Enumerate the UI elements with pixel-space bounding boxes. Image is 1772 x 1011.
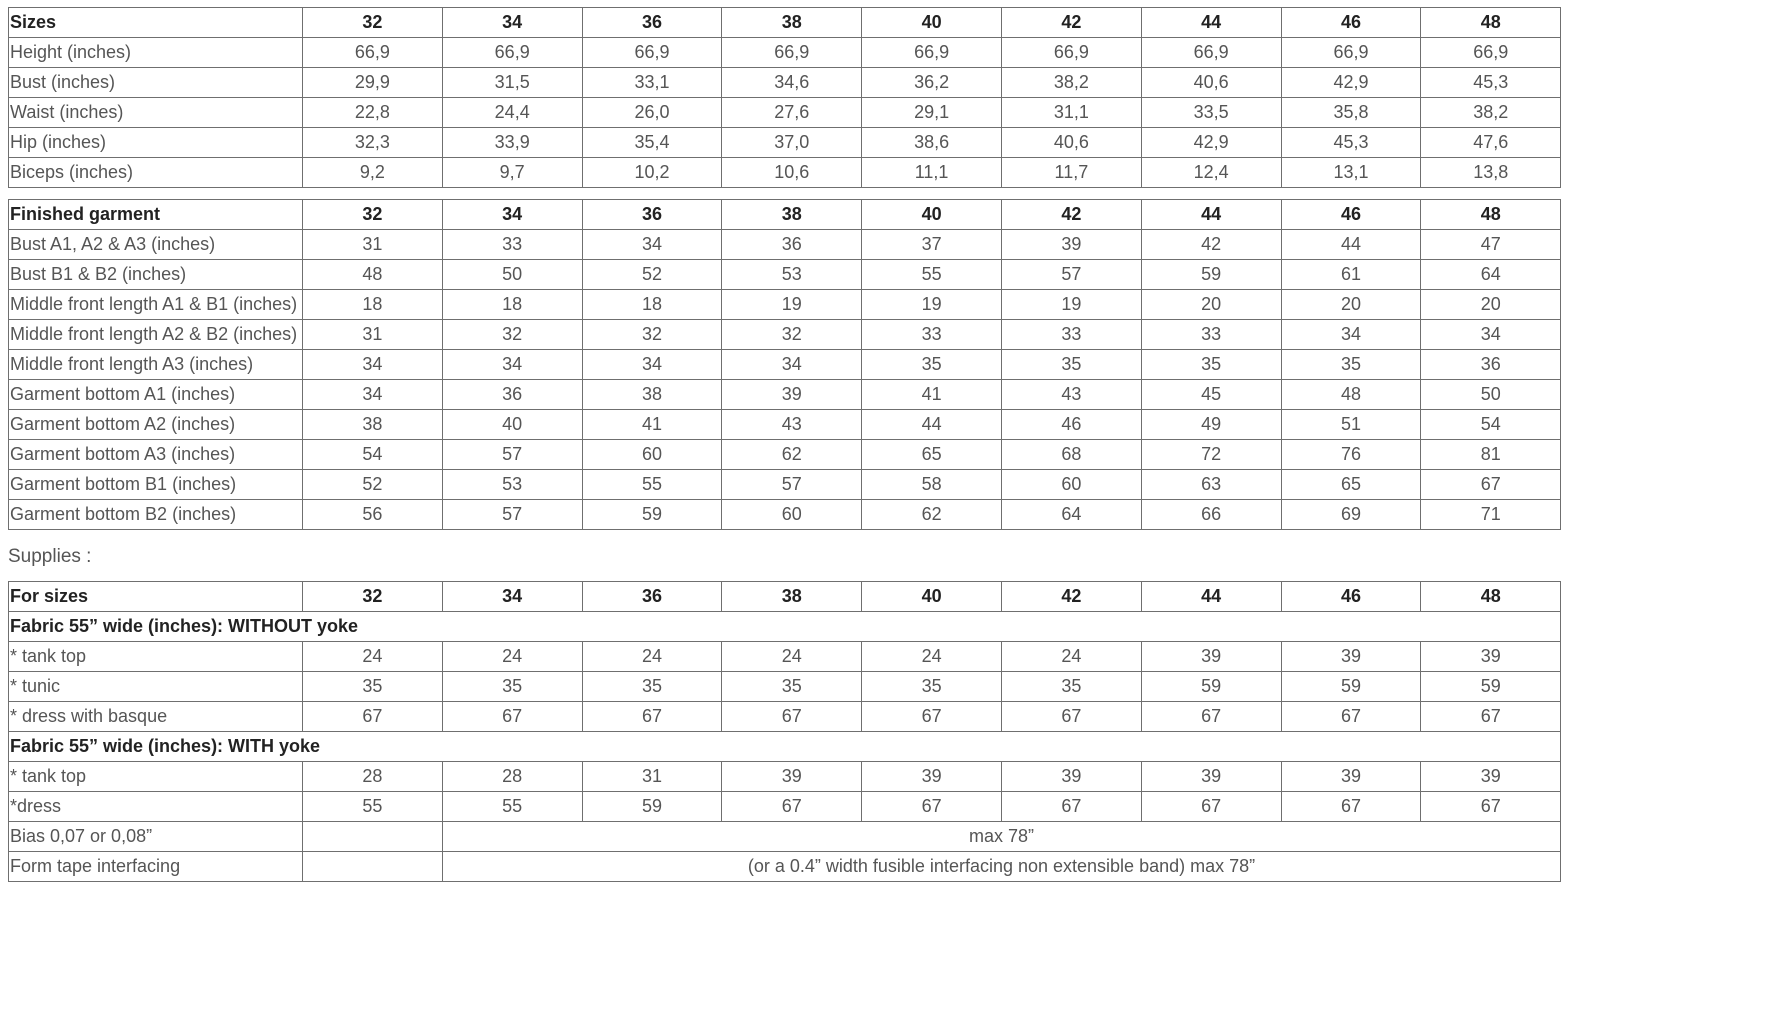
value-cell: 24	[582, 642, 722, 672]
table-row	[9, 852, 1561, 882]
value-cell: 57	[442, 500, 582, 530]
row-label: Bust B1 & B2 (inches)	[9, 260, 303, 290]
size-header-cell: 32	[303, 582, 443, 612]
table-row	[9, 500, 1561, 530]
value-cell: 76	[1281, 440, 1421, 470]
value-cell: 39	[1281, 762, 1421, 792]
value-cell: 49	[1141, 410, 1281, 440]
size-header-cell: 42	[1001, 582, 1141, 612]
spanning-value-cell: max 78”	[442, 822, 1560, 852]
table-row	[9, 762, 1561, 792]
size-header-cell: 44	[1141, 8, 1281, 38]
size-header-cell: 36	[582, 200, 722, 230]
value-cell: 56	[303, 500, 443, 530]
value-cell: 34	[722, 350, 862, 380]
value-cell: 35	[1001, 672, 1141, 702]
value-cell: 50	[442, 260, 582, 290]
value-cell: 47	[1421, 230, 1561, 260]
size-header-cell: 46	[1281, 200, 1421, 230]
value-cell: 33	[1141, 320, 1281, 350]
value-cell: 55	[442, 792, 582, 822]
row-label: * tank top	[9, 762, 303, 792]
value-cell: 33,1	[582, 68, 722, 98]
value-cell: 52	[582, 260, 722, 290]
value-cell: 45,3	[1421, 68, 1561, 98]
value-cell: 10,2	[582, 158, 722, 188]
value-cell: 67	[1281, 792, 1421, 822]
value-cell: 67	[862, 792, 1002, 822]
value-cell: 34	[442, 350, 582, 380]
value-cell: 44	[862, 410, 1002, 440]
section-row	[9, 732, 1561, 762]
value-cell: 29,1	[862, 98, 1002, 128]
value-cell: 54	[303, 440, 443, 470]
value-cell: 59	[582, 500, 722, 530]
value-cell: 31,1	[1001, 98, 1141, 128]
value-cell: 37,0	[722, 128, 862, 158]
value-cell: 66,9	[722, 38, 862, 68]
empty-cell	[303, 852, 443, 882]
row-label: Garment bottom B1 (inches)	[9, 470, 303, 500]
value-cell: 18	[442, 290, 582, 320]
size-header-cell: 36	[582, 582, 722, 612]
section-heading: Fabric 55” wide (inches): WITHOUT yoke	[9, 612, 1561, 642]
header-label: Sizes	[9, 8, 303, 38]
row-label: Garment bottom B2 (inches)	[9, 500, 303, 530]
value-cell: 39	[1141, 642, 1281, 672]
value-cell: 66,9	[442, 38, 582, 68]
row-label: * tank top	[9, 642, 303, 672]
size-header-cell: 44	[1141, 582, 1281, 612]
size-header-cell: 46	[1281, 582, 1421, 612]
value-cell: 20	[1421, 290, 1561, 320]
value-cell: 9,7	[442, 158, 582, 188]
value-cell: 35	[1141, 350, 1281, 380]
value-cell: 39	[1281, 642, 1421, 672]
value-cell: 31,5	[442, 68, 582, 98]
value-cell: 39	[1141, 762, 1281, 792]
size-header-cell: 40	[862, 8, 1002, 38]
table-row	[9, 642, 1561, 672]
value-cell: 34	[303, 380, 443, 410]
value-cell: 35,8	[1281, 98, 1421, 128]
value-cell: 65	[1281, 470, 1421, 500]
value-cell: 13,8	[1421, 158, 1561, 188]
value-cell: 13,1	[1281, 158, 1421, 188]
value-cell: 58	[862, 470, 1002, 500]
table-row	[9, 158, 1561, 188]
value-cell: 20	[1281, 290, 1421, 320]
row-label: * dress with basque	[9, 702, 303, 732]
value-cell: 60	[1001, 470, 1141, 500]
value-cell: 28	[442, 762, 582, 792]
value-cell: 55	[862, 260, 1002, 290]
value-cell: 65	[862, 440, 1002, 470]
value-cell: 46	[1001, 410, 1141, 440]
value-cell: 67	[722, 702, 862, 732]
value-cell: 32	[582, 320, 722, 350]
row-label: Bust (inches)	[9, 68, 303, 98]
value-cell: 19	[722, 290, 862, 320]
value-cell: 35	[1001, 350, 1141, 380]
value-cell: 26,0	[582, 98, 722, 128]
value-cell: 67	[862, 702, 1002, 732]
value-cell: 41	[862, 380, 1002, 410]
table-row	[9, 792, 1561, 822]
value-cell: 67	[1141, 702, 1281, 732]
row-label: Middle front length A3 (inches)	[9, 350, 303, 380]
value-cell: 67	[1421, 470, 1561, 500]
value-cell: 18	[303, 290, 443, 320]
table-row	[9, 98, 1561, 128]
value-cell: 20	[1141, 290, 1281, 320]
value-cell: 67	[303, 702, 443, 732]
value-cell: 66,9	[1281, 38, 1421, 68]
value-cell: 38	[582, 380, 722, 410]
section-heading: Fabric 55” wide (inches): WITH yoke	[9, 732, 1561, 762]
sizes-table	[8, 7, 1561, 188]
table-row	[9, 672, 1561, 702]
value-cell: 34	[582, 230, 722, 260]
value-cell: 54	[1421, 410, 1561, 440]
table-row	[9, 38, 1561, 68]
value-cell: 66,9	[1001, 38, 1141, 68]
value-cell: 67	[1281, 702, 1421, 732]
value-cell: 66,9	[1421, 38, 1561, 68]
row-label: Garment bottom A3 (inches)	[9, 440, 303, 470]
table-row	[9, 230, 1561, 260]
row-label: Garment bottom A1 (inches)	[9, 380, 303, 410]
value-cell: 67	[722, 792, 862, 822]
size-header-cell: 48	[1421, 200, 1561, 230]
header-row	[9, 8, 1561, 38]
size-header-cell: 34	[442, 200, 582, 230]
value-cell: 55	[582, 470, 722, 500]
value-cell: 34	[303, 350, 443, 380]
value-cell: 39	[1421, 642, 1561, 672]
value-cell: 66,9	[303, 38, 443, 68]
value-cell: 24	[442, 642, 582, 672]
table-row	[9, 380, 1561, 410]
table-row	[9, 440, 1561, 470]
value-cell: 39	[862, 762, 1002, 792]
value-cell: 45,3	[1281, 128, 1421, 158]
value-cell: 33	[442, 230, 582, 260]
spanning-value-cell: (or a 0.4” width fusible interfacing non extensible band) max 78”	[442, 852, 1560, 882]
row-label: Middle front length A1 & B1 (inches)	[9, 290, 303, 320]
value-cell: 33,9	[442, 128, 582, 158]
size-header-cell: 42	[1001, 200, 1141, 230]
table-row	[9, 68, 1561, 98]
value-cell: 40,6	[1001, 128, 1141, 158]
value-cell: 24	[722, 642, 862, 672]
value-cell: 39	[1001, 230, 1141, 260]
value-cell: 47,6	[1421, 128, 1561, 158]
value-cell: 24	[1001, 642, 1141, 672]
supplies-table	[8, 581, 1561, 882]
value-cell: 35	[582, 672, 722, 702]
value-cell: 43	[1001, 380, 1141, 410]
size-header-cell: 36	[582, 8, 722, 38]
value-cell: 35	[862, 350, 1002, 380]
row-label: Waist (inches)	[9, 98, 303, 128]
value-cell: 42,9	[1141, 128, 1281, 158]
value-cell: 59	[1141, 672, 1281, 702]
supplies-label: Supplies :	[8, 546, 92, 567]
size-header-cell: 48	[1421, 8, 1561, 38]
header-label: For sizes	[9, 582, 303, 612]
value-cell: 24	[862, 642, 1002, 672]
value-cell: 52	[303, 470, 443, 500]
value-cell: 67	[1001, 792, 1141, 822]
size-header-cell: 38	[722, 582, 862, 612]
value-cell: 31	[303, 230, 443, 260]
value-cell: 63	[1141, 470, 1281, 500]
size-header-cell: 34	[442, 8, 582, 38]
value-cell: 38,2	[1001, 68, 1141, 98]
value-cell: 29,9	[303, 68, 443, 98]
value-cell: 24	[303, 642, 443, 672]
value-cell: 35	[862, 672, 1002, 702]
value-cell: 45	[1141, 380, 1281, 410]
value-cell: 10,6	[722, 158, 862, 188]
size-header-cell: 44	[1141, 200, 1281, 230]
value-cell: 32	[722, 320, 862, 350]
value-cell: 67	[442, 702, 582, 732]
value-cell: 39	[722, 762, 862, 792]
table-row	[9, 320, 1561, 350]
value-cell: 28	[303, 762, 443, 792]
value-cell: 72	[1141, 440, 1281, 470]
value-cell: 44	[1281, 230, 1421, 260]
size-header-cell: 48	[1421, 582, 1561, 612]
table-row	[9, 702, 1561, 732]
value-cell: 48	[1281, 380, 1421, 410]
value-cell: 19	[1001, 290, 1141, 320]
finished-garment-table	[8, 199, 1561, 530]
value-cell: 31	[303, 320, 443, 350]
table-row	[9, 128, 1561, 158]
value-cell: 38,2	[1421, 98, 1561, 128]
table-row	[9, 350, 1561, 380]
row-label: Biceps (inches)	[9, 158, 303, 188]
header-label: Finished garment	[9, 200, 303, 230]
value-cell: 38	[303, 410, 443, 440]
value-cell: 42,9	[1281, 68, 1421, 98]
value-cell: 67	[1141, 792, 1281, 822]
value-cell: 59	[1141, 260, 1281, 290]
section-row	[9, 612, 1561, 642]
value-cell: 66	[1141, 500, 1281, 530]
value-cell: 50	[1421, 380, 1561, 410]
size-header-cell: 38	[722, 8, 862, 38]
value-cell: 81	[1421, 440, 1561, 470]
row-label: Form tape interfacing	[9, 852, 303, 882]
value-cell: 35	[442, 672, 582, 702]
value-cell: 38,6	[862, 128, 1002, 158]
value-cell: 67	[1421, 702, 1561, 732]
value-cell: 36	[442, 380, 582, 410]
value-cell: 51	[1281, 410, 1421, 440]
size-header-cell: 40	[862, 200, 1002, 230]
value-cell: 59	[582, 792, 722, 822]
value-cell: 27,6	[722, 98, 862, 128]
value-cell: 71	[1421, 500, 1561, 530]
value-cell: 67	[1421, 792, 1561, 822]
value-cell: 35,4	[582, 128, 722, 158]
value-cell: 24,4	[442, 98, 582, 128]
value-cell: 55	[303, 792, 443, 822]
value-cell: 39	[1001, 762, 1141, 792]
value-cell: 41	[582, 410, 722, 440]
value-cell: 11,1	[862, 158, 1002, 188]
row-label: Bust A1, A2 & A3 (inches)	[9, 230, 303, 260]
value-cell: 12,4	[1141, 158, 1281, 188]
value-cell: 60	[582, 440, 722, 470]
value-cell: 64	[1421, 260, 1561, 290]
header-row	[9, 582, 1561, 612]
value-cell: 61	[1281, 260, 1421, 290]
row-label: * tunic	[9, 672, 303, 702]
value-cell: 53	[722, 260, 862, 290]
table-row	[9, 410, 1561, 440]
value-cell: 59	[1281, 672, 1421, 702]
value-cell: 57	[442, 440, 582, 470]
value-cell: 35	[1281, 350, 1421, 380]
value-cell: 37	[862, 230, 1002, 260]
value-cell: 60	[722, 500, 862, 530]
row-label: *dress	[9, 792, 303, 822]
header-row	[9, 200, 1561, 230]
empty-cell	[303, 822, 443, 852]
value-cell: 62	[862, 500, 1002, 530]
table-row	[9, 260, 1561, 290]
value-cell: 43	[722, 410, 862, 440]
value-cell: 40	[442, 410, 582, 440]
value-cell: 19	[862, 290, 1002, 320]
value-cell: 9,2	[303, 158, 443, 188]
value-cell: 39	[1421, 762, 1561, 792]
value-cell: 36,2	[862, 68, 1002, 98]
value-cell: 66,9	[862, 38, 1002, 68]
size-header-cell: 46	[1281, 8, 1421, 38]
value-cell: 64	[1001, 500, 1141, 530]
value-cell: 59	[1421, 672, 1561, 702]
value-cell: 33	[862, 320, 1002, 350]
size-header-cell: 34	[442, 582, 582, 612]
value-cell: 33	[1001, 320, 1141, 350]
value-cell: 34,6	[722, 68, 862, 98]
value-cell: 53	[442, 470, 582, 500]
value-cell: 34	[582, 350, 722, 380]
value-cell: 34	[1281, 320, 1421, 350]
value-cell: 35	[303, 672, 443, 702]
size-header-cell: 38	[722, 200, 862, 230]
value-cell: 35	[722, 672, 862, 702]
value-cell: 69	[1281, 500, 1421, 530]
value-cell: 36	[722, 230, 862, 260]
value-cell: 66,9	[582, 38, 722, 68]
value-cell: 31	[582, 762, 722, 792]
value-cell: 32	[442, 320, 582, 350]
value-cell: 62	[722, 440, 862, 470]
size-header-cell: 42	[1001, 8, 1141, 38]
table-row	[9, 290, 1561, 320]
row-label: Height (inches)	[9, 38, 303, 68]
table-row	[9, 822, 1561, 852]
row-label: Garment bottom A2 (inches)	[9, 410, 303, 440]
value-cell: 42	[1141, 230, 1281, 260]
value-cell: 57	[722, 470, 862, 500]
value-cell: 68	[1001, 440, 1141, 470]
value-cell: 67	[582, 702, 722, 732]
value-cell: 67	[1001, 702, 1141, 732]
row-label: Bias 0,07 or 0,08”	[9, 822, 303, 852]
value-cell: 32,3	[303, 128, 443, 158]
row-label: Hip (inches)	[9, 128, 303, 158]
value-cell: 57	[1001, 260, 1141, 290]
value-cell: 33,5	[1141, 98, 1281, 128]
size-header-cell: 32	[303, 8, 443, 38]
value-cell: 39	[722, 380, 862, 410]
size-header-cell: 32	[303, 200, 443, 230]
value-cell: 40,6	[1141, 68, 1281, 98]
value-cell: 36	[1421, 350, 1561, 380]
table-row	[9, 470, 1561, 500]
value-cell: 18	[582, 290, 722, 320]
value-cell: 11,7	[1001, 158, 1141, 188]
value-cell: 22,8	[303, 98, 443, 128]
size-header-cell: 40	[862, 582, 1002, 612]
value-cell: 48	[303, 260, 443, 290]
row-label: Middle front length A2 & B2 (inches)	[9, 320, 303, 350]
value-cell: 34	[1421, 320, 1561, 350]
value-cell: 66,9	[1141, 38, 1281, 68]
